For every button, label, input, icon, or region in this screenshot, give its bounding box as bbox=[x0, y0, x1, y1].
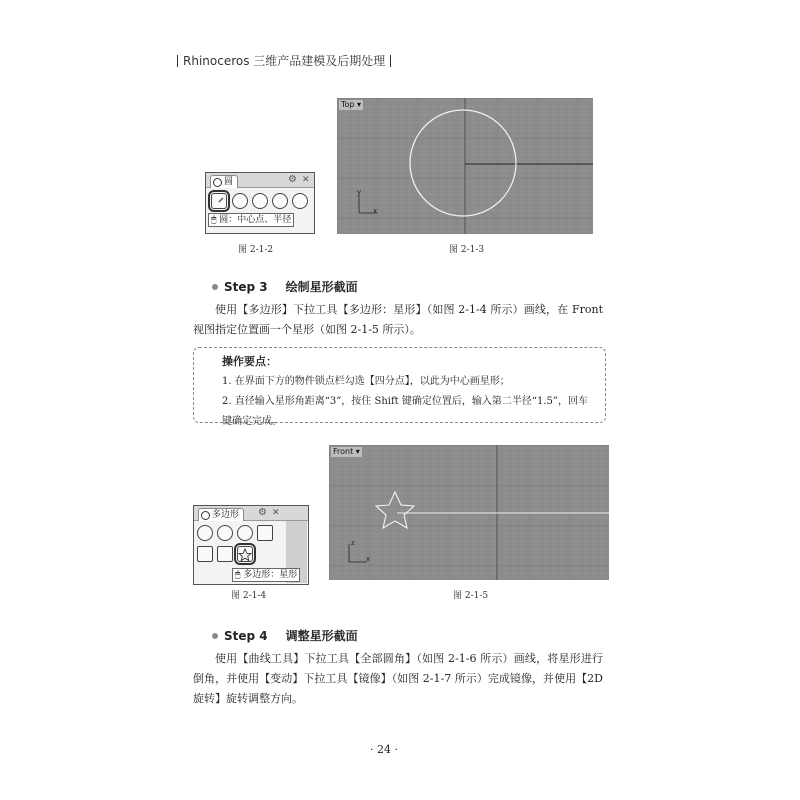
axis-z-label: z bbox=[351, 539, 355, 547]
circle-toolbar-panel bbox=[205, 172, 315, 234]
circle-center-radius-tool[interactable] bbox=[211, 193, 227, 209]
viewport-name: Front bbox=[333, 447, 354, 456]
gear-icon[interactable]: ⚙ bbox=[258, 507, 267, 518]
notes-box bbox=[193, 347, 606, 427]
polygon-circumscribed-tool[interactable] bbox=[237, 525, 253, 541]
figure-caption: 图 2-1-3 bbox=[449, 245, 485, 255]
viewport-grid bbox=[329, 445, 609, 580]
figure-caption: 图 2-1-4 bbox=[231, 591, 267, 601]
tab-label: 多边形 bbox=[212, 510, 240, 520]
polygon-star-tool[interactable] bbox=[237, 546, 253, 562]
step-number: Step 3 bbox=[224, 279, 268, 294]
axis-y-label: y bbox=[357, 188, 362, 196]
tool-label-text: 多边形：星形 bbox=[243, 570, 298, 580]
bullet-icon bbox=[212, 633, 218, 639]
note-item: 1. 在界面下方的物件锁点栏勾选【四分点】，以此为中心画星形； bbox=[222, 376, 510, 387]
figure-caption: 图 2-1-2 bbox=[238, 245, 274, 255]
step-body: 使用【多边形】下拉工具【多边形：星形】（如图 2-1-4 所示）画线，在 Front 视图指定位置画一个星形（如图 2-1-5 所示）。 bbox=[193, 303, 603, 336]
divider bbox=[177, 55, 178, 67]
step-title: 绘制星形截面 bbox=[285, 280, 358, 294]
viewport-label[interactable]: Top ▾ bbox=[341, 100, 362, 109]
viewport-label[interactable]: Front ▾ bbox=[333, 447, 360, 456]
polygon-icon bbox=[201, 511, 210, 520]
viewport-name: Top bbox=[341, 100, 355, 109]
step-title: 调整星形截面 bbox=[285, 629, 358, 643]
tool-label bbox=[232, 568, 300, 582]
tab-circle[interactable] bbox=[210, 175, 238, 188]
tool-label-text: 圆：中心点、半径 bbox=[219, 215, 292, 225]
mouse-icon: 🖱 bbox=[235, 570, 241, 580]
axis-x-label: x bbox=[373, 207, 378, 215]
notes-title: 操作要点： bbox=[222, 355, 277, 368]
star-icon bbox=[238, 548, 252, 562]
circle-3point-tool[interactable] bbox=[232, 193, 248, 209]
square-tool[interactable] bbox=[257, 525, 273, 541]
step-body: 使用【曲线工具】下拉工具【全部圆角】（如图 2-1-6 所示）画线，将星形进行倒角，并使用【变动】下拉工具【镜像】（如图 2-1-7 所示）完成镜像，并使用【2D 旋转】旋转调整方向。 bbox=[193, 652, 603, 705]
circle-tangent-tool[interactable] bbox=[252, 193, 268, 209]
circle-around-curve-tool[interactable] bbox=[292, 193, 308, 209]
bullet-icon bbox=[212, 284, 218, 290]
step-number: Step 4 bbox=[224, 628, 268, 643]
polygon-edge-tool[interactable] bbox=[217, 525, 233, 541]
polygon-toolbar-panel bbox=[193, 505, 309, 585]
front-viewport[interactable] bbox=[329, 445, 609, 580]
tool-label bbox=[208, 213, 294, 227]
step-heading bbox=[212, 627, 358, 644]
figure-caption: 图 2-1-5 bbox=[453, 591, 489, 601]
mouse-icon: 🖱 bbox=[211, 215, 217, 225]
gear-icon[interactable]: ⚙ bbox=[288, 174, 297, 185]
note-item: 2. 直径输入星形角距离“3”，按住 Shift 键确定位置后，输入第二半径“1.5”，回车键确定完成。 bbox=[222, 396, 589, 427]
close-icon[interactable]: ✕ bbox=[302, 175, 310, 185]
close-icon[interactable]: ✕ bbox=[272, 508, 280, 518]
divider bbox=[390, 55, 391, 67]
axis-x-label: x bbox=[366, 555, 371, 563]
page-number: · 24 · bbox=[370, 743, 398, 756]
top-viewport[interactable] bbox=[337, 98, 593, 234]
step-heading bbox=[212, 278, 358, 295]
circle-icon bbox=[213, 178, 222, 187]
running-head bbox=[172, 52, 396, 69]
polygon-square-corner-tool[interactable] bbox=[217, 546, 233, 562]
circle-radius-icon bbox=[212, 195, 226, 209]
tab-label: 圆 bbox=[224, 177, 234, 187]
running-head-text: Rhinoceros 三维产品建模及后期处理 bbox=[183, 54, 386, 68]
circle-diameter-tool[interactable] bbox=[272, 193, 288, 209]
polygon-center-tool[interactable] bbox=[197, 525, 213, 541]
polygon-square-center-tool[interactable] bbox=[197, 546, 213, 562]
tab-polygon[interactable] bbox=[198, 508, 244, 521]
